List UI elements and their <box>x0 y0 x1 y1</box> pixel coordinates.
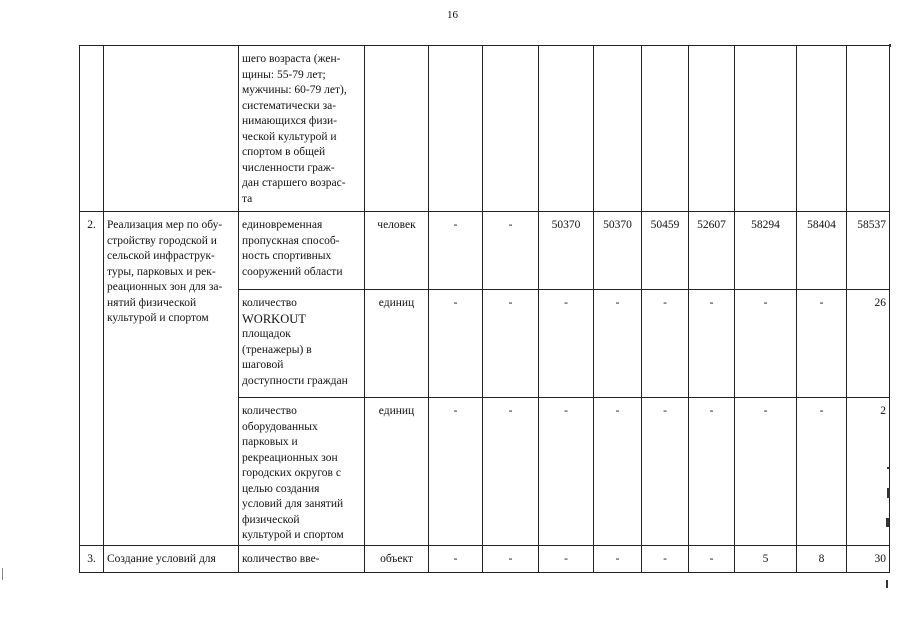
value-cell <box>483 46 539 212</box>
value-cell: 5 <box>735 546 797 573</box>
value-cell: - <box>689 546 735 573</box>
value-cell: 58294 <box>735 212 797 290</box>
value-cell: 30 <box>847 546 890 573</box>
value-cell: - <box>735 290 797 398</box>
unit-cell: человек <box>365 212 429 290</box>
value-cell: - <box>483 212 539 290</box>
value-cell: 8 <box>797 546 847 573</box>
value-cell: - <box>429 546 483 573</box>
value-cell: - <box>689 398 735 546</box>
value-cell: 58537 <box>847 212 890 290</box>
value-cell: - <box>689 290 735 398</box>
value-cell: - <box>642 290 689 398</box>
value-cell: 50459 <box>642 212 689 290</box>
unit-cell: объект <box>365 546 429 573</box>
scan-mark <box>886 518 889 527</box>
row-number-cell <box>80 46 104 212</box>
indicator-cell: количество вве- <box>239 546 365 573</box>
value-cell: - <box>429 398 483 546</box>
scan-mark <box>887 488 890 498</box>
value-cell: - <box>429 290 483 398</box>
value-cell: - <box>539 398 594 546</box>
unit-cell: единиц <box>365 398 429 546</box>
value-cell <box>847 46 890 212</box>
value-cell <box>689 46 735 212</box>
page-number: 16 <box>447 9 458 21</box>
value-cell <box>429 46 483 212</box>
value-cell: - <box>429 212 483 290</box>
value-cell <box>797 46 847 212</box>
value-cell: - <box>594 546 642 573</box>
value-cell: - <box>735 398 797 546</box>
value-cell: 2 <box>847 398 890 546</box>
unit-cell <box>365 46 429 212</box>
value-cell: 50370 <box>594 212 642 290</box>
table-row <box>80 546 890 573</box>
value-cell <box>539 46 594 212</box>
indicators-table <box>79 45 890 573</box>
unit-cell: единиц <box>365 290 429 398</box>
value-cell: 52607 <box>689 212 735 290</box>
value-cell <box>642 46 689 212</box>
table-row <box>80 46 890 212</box>
row-number-cell: 3. <box>80 546 104 573</box>
value-cell: - <box>797 290 847 398</box>
value-cell: - <box>539 546 594 573</box>
indicator-cell: количество оборудованных парковых и рекреационных зон городских округов с целью создания условий для занятий физической культурой и спортом <box>239 398 365 546</box>
value-cell: - <box>594 398 642 546</box>
table-row <box>80 212 890 290</box>
row-number-cell: 2. <box>80 212 104 546</box>
scan-mark <box>2 568 3 580</box>
value-cell: - <box>483 546 539 573</box>
activity-cell <box>104 46 239 212</box>
value-cell: 58404 <box>797 212 847 290</box>
value-cell: - <box>539 290 594 398</box>
indicator-cell: шего возраста (жен- щины: 55-79 лет; мужчины: 60-79 лет), систематически за- нимающихся физи- ческой культурой и спортом в общей численности граж- дан старшего возрас- та <box>239 46 365 212</box>
value-cell: - <box>642 546 689 573</box>
activity-cell: Реализация мер по обу- стройству городской и сельской инфраструк- туры, парковых и рек- реационных зон для за- нятий физической культурой и спортом <box>104 212 239 546</box>
scan-mark <box>889 44 891 47</box>
scan-mark <box>886 580 888 588</box>
value-cell: - <box>594 290 642 398</box>
scan-mark <box>887 467 889 469</box>
value-cell <box>594 46 642 212</box>
value-cell: - <box>483 290 539 398</box>
indicator-cell: единовременная пропускная способ- ность спортивных сооружений области <box>239 212 365 290</box>
value-cell: - <box>642 398 689 546</box>
value-cell: - <box>483 398 539 546</box>
activity-cell: Создание условий для <box>104 546 239 573</box>
value-cell: - <box>797 398 847 546</box>
value-cell: 26 <box>847 290 890 398</box>
indicator-cell: количество WORKOUT площадок (тренажеры) в шаговой доступности граждан <box>239 290 365 398</box>
value-cell: 50370 <box>539 212 594 290</box>
value-cell <box>735 46 797 212</box>
